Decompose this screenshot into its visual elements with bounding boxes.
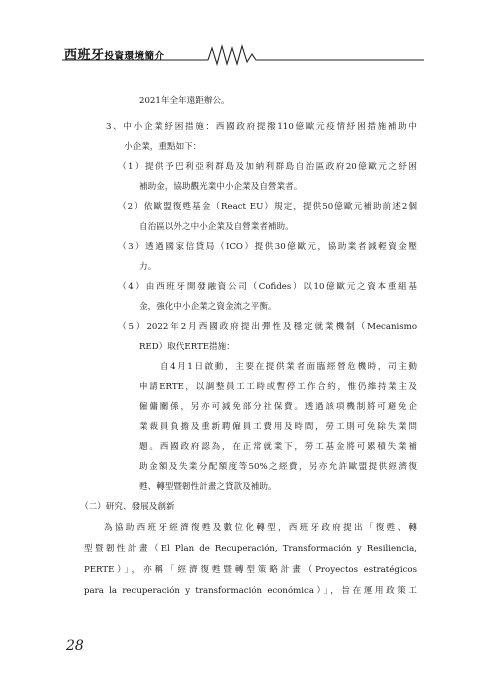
page-number: 28 xyxy=(66,638,84,654)
text-line: para la recuperación y transformación económica）」，旨在運用政策工 xyxy=(84,586,417,596)
text-line: 小企業，重點如下： xyxy=(124,142,202,152)
header-title-sub: 投資環境簡介 xyxy=(104,51,165,62)
text-line: PERTE）」，亦稱「經濟復甦暨轉型策略計畫（Proyectos estratégicos xyxy=(84,565,417,575)
text-line: 3、中小企業紓困措施：西國政府提撥110億歐元疫情紓困措施補助中 xyxy=(106,122,417,132)
text-line: 力。 xyxy=(139,262,157,272)
text-line: 題。西國政府認為，在正常就業下，勞工基金將可累積失業補 xyxy=(139,442,417,452)
text-line: 自治區以外之中小企業及自營業者補助。 xyxy=(139,222,294,232)
text-line: 補助金，協助觀光業中小企業及自營業者。 xyxy=(139,182,303,192)
text-line: 業裁員負擔及重新聘僱員工費用及時間，勞工則可免除失業問 xyxy=(139,422,417,432)
text-line: （5）2022年2月西國政府提出彈性及穩定就業機制（Mecanismo xyxy=(118,322,417,332)
text-line: （2）依歐盟復甦基金（React EU）規定，提供50億歐元補助前述2個 xyxy=(118,202,417,212)
text-line: （4）由西班牙開發融資公司（Cofides）以10億歐元之資本重組基 xyxy=(118,282,417,292)
section-heading: （二）研究、發展及創新 xyxy=(80,502,175,512)
text-line: 甦、轉型暨韌性計畫之貸款及補助。 xyxy=(139,482,277,492)
text-line: 為協助西班牙經濟復甦及數位化轉型，西班牙政府提出「復甦、轉 xyxy=(104,523,417,533)
text-line: （3）透過國家信貸局（ICO）提供30億歐元，協助業者減輕資金壓 xyxy=(118,242,417,252)
text-line: RED）取代ERTE措施： xyxy=(139,342,235,352)
text-line: 自4月1日啟動，主要在提供業者面臨經營危機時，司主動 xyxy=(160,362,417,372)
text-line: 型暨韌性計畫（El Plan de Recuperación, Transformación y Resiliencia, xyxy=(84,544,417,554)
text-line: （1）提供予巴利亞利群島及加納利群島自治區政府20億歐元之紓困 xyxy=(118,162,417,172)
text-line: 2021年全年遠距辦公。 xyxy=(139,96,230,106)
text-line: 助金額及失業分配額度等50%之經費，另亦允許歐盟提供經濟復 xyxy=(139,462,417,472)
header-title-main: 西班牙 xyxy=(64,48,105,63)
text-line: 金，強化中小企業之資金流之平衡。 xyxy=(139,302,277,312)
text-line: 申請ERTE，以調整員工工時或暫停工作合約，惟仍維持業主及 xyxy=(139,382,417,392)
text-line: 僱傭關係，另亦可減免部分社保費。透過該項機制將可避免企 xyxy=(139,402,417,412)
